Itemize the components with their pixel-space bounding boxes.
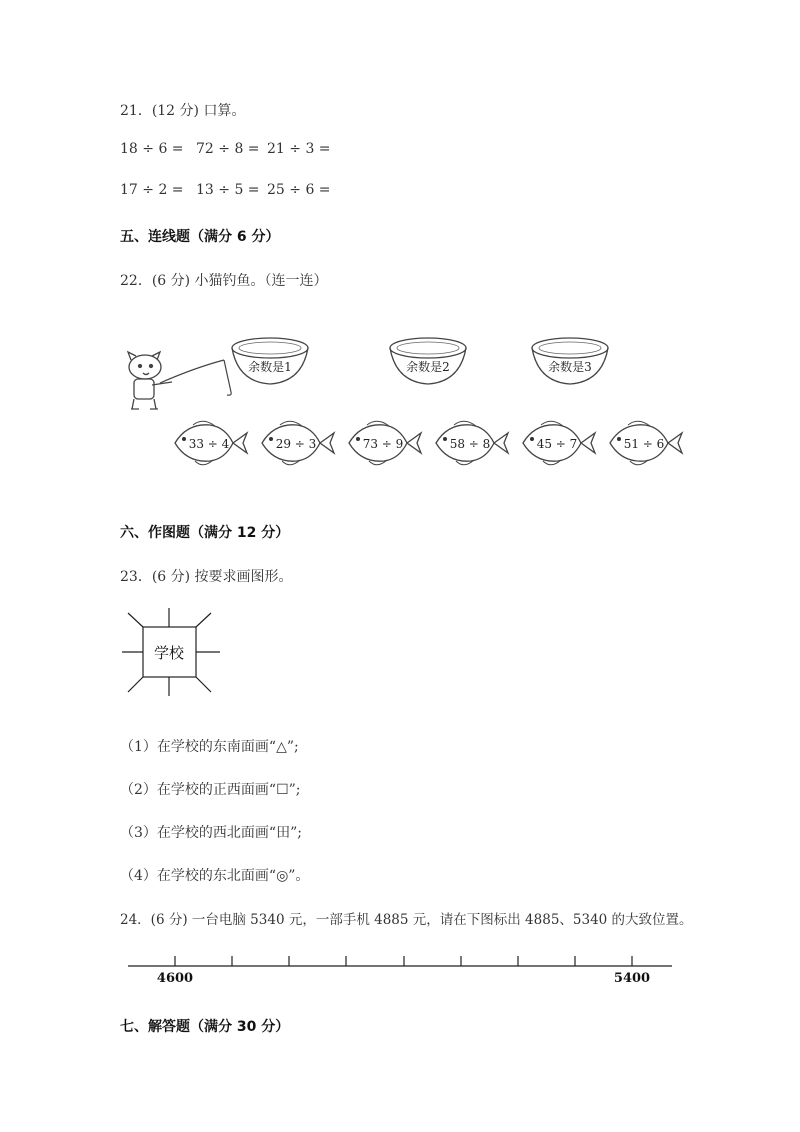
calc-item: 18 ÷ 6 = <box>120 141 184 157</box>
section-title: 六、作图题（满分 12 分） <box>120 525 290 541</box>
section-title: 七、解答题（满分 30 分） <box>120 1019 290 1035</box>
fish-2[interactable] <box>262 421 334 465</box>
fish-6[interactable] <box>610 421 682 465</box>
cat-fishing-figure <box>0 320 800 480</box>
list-item: （4）在学校的东北面画“◎”。 <box>120 868 310 884</box>
fish-label: 33 ÷ 4 <box>188 437 230 451</box>
q24-title: 24．(6 分) 一台电脑 5340 元，一部手机 4885 元，请在下图标出 4885、5340 的大致位置。 <box>120 912 693 928</box>
calc-item: 17 ÷ 2 = <box>120 182 184 198</box>
bowl-2[interactable] <box>390 338 466 384</box>
calc-item: 13 ÷ 5 = <box>196 182 260 198</box>
fish-3[interactable] <box>349 421 421 465</box>
fish-label: 51 ÷ 6 <box>623 437 665 451</box>
fish-label: 45 ÷ 7 <box>536 437 578 451</box>
bowl-label: 余数是1 <box>248 360 292 374</box>
section-title: 五、连线题（满分 6 分） <box>120 229 280 245</box>
fish-1[interactable] <box>175 421 247 465</box>
axis-start-label: 4600 <box>156 971 194 986</box>
fish-label: 58 ÷ 8 <box>449 437 491 451</box>
q21-title: 21．(12 分) 口算。 <box>120 103 246 119</box>
list-item: （3）在学校的西北面画“田”; <box>120 825 302 841</box>
fishing-rod-icon <box>160 360 231 395</box>
fish-label: 73 ÷ 9 <box>362 437 404 451</box>
axis-end-label: 5400 <box>613 971 651 986</box>
q22-title: 22．(6 分) 小猫钓鱼。（连一连） <box>120 273 328 289</box>
bowl-3[interactable] <box>532 338 608 384</box>
fish-label: 29 ÷ 3 <box>275 437 317 451</box>
bowl-label: 余数是2 <box>406 360 450 374</box>
q23-title: 23．(6 分) 按要求画图形。 <box>120 569 293 585</box>
list-item: （1）在学校的东南面画“△”; <box>120 739 299 755</box>
calc-item: 72 ÷ 8 = <box>196 141 260 157</box>
bowl-label: 余数是3 <box>548 360 592 374</box>
number-line <box>120 948 680 993</box>
fish-5[interactable] <box>523 421 595 465</box>
bowl-1[interactable] <box>232 338 308 384</box>
fish-4[interactable] <box>436 421 508 465</box>
calc-item: 25 ÷ 6 = <box>267 182 331 198</box>
list-item: （2）在学校的正西面画“☐”; <box>120 782 301 798</box>
calc-item: 21 ÷ 3 = <box>267 141 331 157</box>
school-compass-figure <box>110 600 240 710</box>
school-label: 学校 <box>153 644 185 662</box>
